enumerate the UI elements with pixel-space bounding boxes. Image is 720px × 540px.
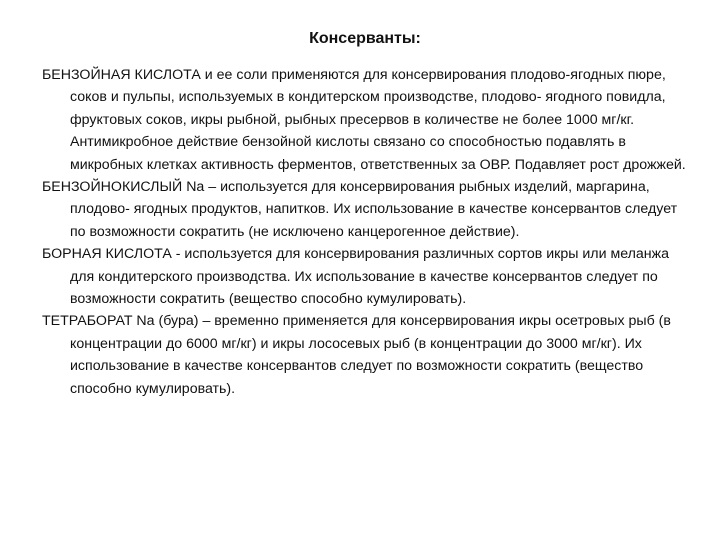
term-sodium-tetraborate: ТЕТРАБОРАТ Na (бура) [42,313,199,330]
term-boric-acid: БОРНАЯ КИСЛОТА [42,246,172,263]
paragraph-benzoic-acid [42,64,692,176]
text-sodium-benzoate: – используется для консервирования рыбных изделий, маргарина, плодово- ягодных продуктов, напитков. Их использование в качестве консервантов следует по возможности сократить (не исключено канцерогенное действие). [70,179,678,240]
text-boric-acid: - используется для консервирования различных сортов икры или меланжа для кондитерского производства. Их использование в качестве консервантов следует по возможности сократить (вещество способно кумулировать). [70,246,670,308]
paragraph-sodium-benzoate [42,176,692,243]
text-sodium-tetraborate: – временно применяется для консервирования икры осетровых рыб (в концентрации до 6000 мг/кг) и икры лососевых рыб (в концентрации до 3000 мг/кг). Их использование в качестве консервантов следует по возможности сократить (вещество способно кумулировать). [70,313,671,397]
term-sodium-benzoate: БЕНЗОЙНОКИСЛЫЙ Na [42,179,205,196]
paragraph-sodium-tetraborate [42,310,692,400]
slide-title: Консерванты: [309,30,421,47]
paragraph-boric-acid [42,243,692,310]
term-benzoic-acid: БЕНЗОЙНАЯ КИСЛОТА [42,67,201,83]
slide-body [42,64,692,400]
text-benzoic-acid: и ее соли применяются для консервирования плодово-ягодных пюре, соков и пульпы, используемых в кондитерском производстве, плодово- ягодного повидла, фруктовых соков, икры рыбной, рыбных пресервов в количестве не более 1000 мг/кг. Антимикробное действие бензойной кислоты связано со способностью подавлять в микробных клетках активность ферментов, ответственных за ОВР. Подавляет рост дрожжей. [70,67,686,173]
